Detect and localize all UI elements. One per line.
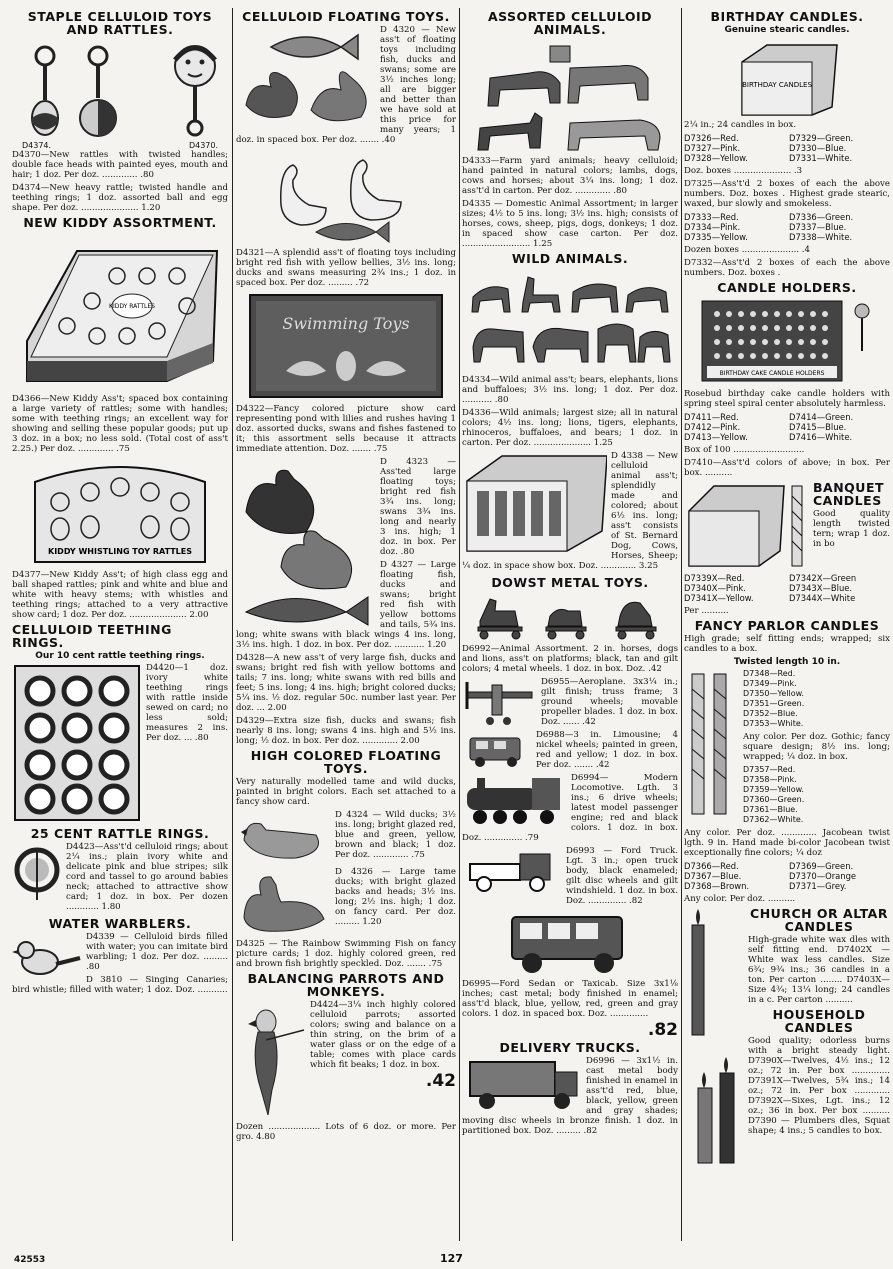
column-3 [462, 8, 678, 1245]
rattles-illustration [20, 38, 220, 138]
metal-animals-illustration [470, 591, 670, 641]
heading-rattle-rings: 25 CENT RATTLE RINGS. [30, 826, 210, 841]
heading-parlor-candles: FANCY PARLOR CANDLES [694, 618, 880, 633]
banquet-description: Good quality length twisted tern; wrap 1 doz. in bo [813, 509, 890, 549]
wild-duck-illustration [236, 810, 331, 865]
farm-animals-illustration [470, 38, 670, 153]
item-d6994: D6994— Modern Locomotive. Lgth. 3 ins.; 6 drive wheels; latest model passenger engine; red and black colors. 1 doz. in box. Doz. .............. .79 [462, 773, 678, 843]
price-d6995: .82 [647, 1020, 678, 1040]
heading-delivery-trucks: DELIVERY TRUCKS. [499, 1040, 641, 1055]
box-label: BIRTHDAY CANDLES [742, 81, 812, 89]
parlor-list-3: D7366—Red. D7369—Green. D7367—Blue. D7370—Orange D7368—Brown. D7371—Grey. [684, 861, 857, 891]
banquet-list: D7339X—Red. D7342X—Green D7340X—Pink. D7343X—Blue. D7341X—Yellow. D7344X—White [684, 573, 857, 603]
item-d4336: D4336—Wild animals; largest size; all in natural colors; 4½ ins. long; lions, tigers, elephants, rhinoceros, buffaloes, and bears; 1 doz. in carton. Per doz. ..................... 1.25 [462, 408, 678, 448]
item-d4327: D 4327 — Large floating fish, ducks and swans; bright red fish with yellow bottoms and tails, 5¾ ins. long; white swans with black wings 4 ins. long, 3½ ins. high. 1 doz. in box. Per doz. ........... 1.20 [236, 560, 456, 650]
parlor-anycolor: Any color. Per doz. Gothic; fancy square design; 8½ ins. long; wrapped; ¼ doz. in box. [743, 732, 890, 762]
parlor-jacobean: Any color. Per doz. ............. Jacobean twist lgth. 9 in. Hand made bi-color Jacobean twist exceptionally fine colors; ¼ doz [684, 828, 890, 858]
birthday-list-2: D7333—Red. D7336—Green. D7334—Pink. D7337—Blue. D7335—Yellow. D7338—White. [684, 212, 854, 242]
heading-floating-toys: CELLULOID FLOATING TOYS. [242, 9, 450, 24]
item-d4377: D4377—New Kiddy Ass't; of high class egg and ball shaped rattles; pink and white and blue and white with heavy stems; with whistles and teething rings; attached to a very attractive show card; 1 doz. Per doz. ..................... 2.00 [12, 570, 228, 620]
banquet-box-illustration [684, 481, 809, 571]
aeroplane-illustration [462, 677, 537, 727]
column-4 [684, 8, 890, 1245]
kiddy-box-illustration [17, 231, 223, 391]
swans-fish-illustration [271, 150, 421, 245]
column-divider [459, 8, 460, 1241]
caption-d4374: D4374. [22, 141, 52, 150]
price-d4424: .42 [425, 1071, 456, 1091]
parlor-candles-illustration [684, 669, 739, 819]
item-d4320: D 4320 — New ass't of floating toys including fish, ducks and swans; some are 3½ inches long; all are bigger and better than we have sold at this price for many years; 1 doz. in spaced box. Per doz. ....... .40 [236, 25, 456, 145]
item-d4338: D 4338 — New celluloid animal ass't; splendidly made and colored; about 6½ ins. long; ass't consists of St. Bernard Dog, Cows, Horses, Sheep; ¼ doz. in space show box. Doz. ............. 3.25 [462, 451, 678, 571]
catalog-code: 42553 [14, 1255, 46, 1265]
heading-kiddy-assortment: NEW KIDDY ASSORTMENT. [23, 215, 217, 230]
item-d7332: D7332—Ass't'd 2 boxes of each the above numbers. Doz. boxes . [684, 258, 890, 278]
heading-birthday-candles: BIRTHDAY CANDLES. [710, 9, 864, 24]
heading-high-colored: HIGH COLORED FLOATING TOYS. [250, 748, 442, 776]
whistle-rattles-card-illustration [30, 457, 210, 567]
item-d4329: D4329—Extra size fish, ducks and swans; fish nearly 8 ins. long; swans 4 ins. high and 5½ ins. long; ½ doz. in box. Per doz. ............. 2.00 [236, 716, 456, 746]
item-d4366: D4366—New Kiddy Ass't; spaced box containing a large variety of rattles; some with handles; some with teething rings; an excellent way for showing and selling these popular goods; put up 3 doz. in a box; no less sold. (Total cost of ass't 2.25.) Per doz. ............. .75 [12, 394, 228, 454]
item-d4374: D4374—New heavy rattle; twisted handle and teething rings; 1 doz. assorted ball and egg shape. Per doz. ..................... 1.20 [12, 183, 228, 213]
candle-box-illustration [732, 37, 842, 117]
heading-banquet-candles: BANQUET CANDLES [813, 480, 885, 508]
kiddy-box-label: KIDDY RATTLES [109, 303, 155, 310]
parlor-description: High grade; self fitting ends; wrapped; six candles to a box. [684, 634, 890, 654]
item-d6988: D6988—3 in. Limousine; 4 nickel wheels; painted in green, red and yellow; 1 doz. in box. Per doz. ....... .42 [536, 730, 678, 770]
caption-d4370: D4370. [188, 141, 218, 150]
column-1 [12, 8, 228, 1245]
ford-truck-illustration [462, 846, 562, 896]
item-d3810: D 3810 — Singing Canaries; bird whistle; filled with water; 1 doz. Doz. ........... [12, 975, 228, 995]
heading-household-candles: HOUSEHOLD CANDLES [772, 1007, 866, 1035]
high-colored-intro: Very naturally modelled tame and wild ducks, painted in bright colors. Each set attached to a fancy show card. [236, 777, 456, 807]
teething-card-illustration [12, 663, 142, 823]
page-number: 127 [440, 1252, 463, 1265]
holders-list: D7411—Red. D7414—Green. D7412—Pink. D7415—Blue. D7413—Yellow. D7416—White. [684, 412, 854, 442]
item-d4333: D4333—Farm yard animals; heavy celluloid; hand painted in natural colors; lambs, dogs, cows and horses; about 3¼ ins. long; 1 doz. ass't'd in carton. Per doz. ............. .80 [462, 156, 678, 196]
limousine-illustration [462, 730, 532, 770]
column-divider [681, 8, 682, 1241]
column-divider [232, 8, 233, 1241]
figure-captions [12, 141, 228, 150]
church-candles-illustration [684, 907, 744, 1167]
pond-card-label: Swimming Toys [282, 314, 410, 333]
item-d4339: D4339 — Celluloid birds filled with water; you can imitate bird warbling; 1 doz. Per doz. ......... .80 [86, 932, 228, 972]
floating-toys-illustration [236, 25, 376, 130]
item-d4324: D 4324 — Wild ducks; 3½ ins. long; bright glazed red, blue and green, yellow, brown and black; 1 doz. Per doz. ............. .75 [335, 810, 456, 860]
item-d7410: D7410—Ass't'd colors of above; in box. Per box. .......... [684, 458, 890, 478]
column-2 [236, 8, 456, 1245]
subheading-birthday: Genuine stearic candles. [724, 25, 850, 35]
delivery-truck-illustration [462, 1056, 582, 1111]
candle-holders-card-illustration [697, 296, 877, 386]
item-d4321: D4321—A splendid ass't of floating toys including bright red fish with yellow bellies, 3½ ins. long; ducks and swans measuring 2¾ ins.; 1 doz. in spaced box. Per doz. ......... .72 [236, 248, 456, 288]
parlor-anycolor-2: Any color. Per doz. .......... [684, 894, 796, 904]
item-d4370: D4370—New rattles with twisted handles; double face heads with painted eyes, mouth and hair; 1 doz. Per doz. ............. .80 [12, 150, 228, 180]
parlor-list-1: D7348—Red. D7349—Pink. D7350—Yellow. D7351—Green. D7352—Blue. D7353—White. [743, 669, 805, 728]
birthday-doz-1: Doz. boxes ..................... .3 [684, 166, 803, 176]
parrots-dozen-price: Dozen ................... Lots of 6 doz. or more. Per gro. 4.80 [236, 1122, 456, 1142]
large-floating-toys-illustration [236, 457, 376, 627]
item-d4335: D4335 — Domestic Animal Assortment; in larger sizes; 4½ to 5 ins. long; 3½ ins. high; consists of horses, cows, sheep, pigs, dogs, donkeys; 1 doz. in spaced show case carton. Per doz. ......................... 1.25 [462, 199, 678, 249]
church-description: High-grade white wax dles with self fitting end. D7402X — White wax less candles. Size 6¾; 9¾ ins.; 36 candles in a ton. Per carton ........ D7403X—Size 4¾; 13¼ long; 24 candles in a c. Per carton .......... [748, 935, 890, 1005]
item-d6996: D6996 — 3x1½ in. cast metal body finished in enamel in ass't'd red, blue, black, yellow, green and gray shades; moving disc wheels in bronze finish. 1 doz. in partitioned box. Doz. ......... .82 [462, 1056, 678, 1136]
heading-assorted-animals: ASSORTED CELLULOID ANIMALS. [487, 9, 653, 37]
item-d4424: D4424—3¼ inch highly colored celluloid parrots; assorted colors; swing and balance on a thin string, on the brim of a water glass or on the edge of a table; comes with place cards which fit beaks; 1 doz. in box. [310, 1000, 456, 1070]
item-d6992: D6992—Animal Assortment. 2 in. horses, dogs and lions, ass't on platforms; black, tan and gilt colors; 4 metal wheels. 1 doz. in box. Doz. .42 [462, 644, 678, 674]
heading-parrots: BALANCING PARROTS AND MONKEYS. [247, 971, 445, 999]
birthday-size: 2¼ in.; 24 candles in box. [684, 120, 797, 130]
item-d4325: D4325 — The Rainbow Swimming Fish on fancy picture cards; 1 doz. highly colored green, red and brown fish brightly speckled. Doz. ....... .75 [236, 939, 456, 969]
bird-whistle-illustration [12, 932, 82, 982]
item-d4322: D4322—Fancy colored picture show card representing pond with lilies and rushes having 1 doz. assorted ducks, swans and fishes fastened to it; this assortment sells because it attracts immediate attention. Doz. ....... .75 [236, 404, 456, 454]
locomotive-illustration [462, 773, 567, 828]
heading-water-warblers: WATER WARBLERS. [48, 916, 192, 931]
heading-staple-toys: STAPLE CELLULOID TOYS AND RATTLES. [27, 9, 213, 37]
subheading-teething: Our 10 cent rattle teething rings. [35, 651, 205, 661]
holder-card-label: BIRTHDAY CAKE CANDLE HOLDERS [719, 370, 825, 377]
item-d4334: D4334—Wild animal ass't; bears, elephants, lions and buffaloes; 3½ ins. long; 1 doz. Per doz. ........... .80 [462, 375, 678, 405]
holders-description: Rosebud birthday cake candle holders with spring steel spiral center absolutely harmless. [684, 389, 890, 409]
swimming-toys-card-illustration [246, 291, 446, 401]
ford-sedan-illustration [500, 911, 640, 976]
item-d4323: D 4323 — Ass'ted large floating toys; bright red fish 3¾ ins. long; swans 3¾ ins. long and nearly 3 ins. high; 1 doz. in box. Per doz. .80 [380, 457, 456, 557]
heading-dowst-metal: DOWST METAL TOYS. [491, 575, 649, 590]
birthday-list-1: D7326—Red. D7329—Green. D7327—Pink. D7330—Blue. D7328—Yellow. D7331—White. [684, 133, 854, 163]
animal-box-illustration [462, 451, 607, 556]
birthday-doz-2: Dozen boxes ..................... .4 [684, 245, 810, 255]
heading-wild-animals: WILD ANIMALS. [511, 251, 629, 266]
item-d4328: D4328—A new ass't of very large fish, ducks and swans; bright red fish with yellow bottoms and tails; 7 ins. long; white swans with red bills and feet; 5 ins. long; 4 ins. high; bright colored ducks; 5¼ ins. ½ doz. regular 50c. number last year. Per doz. ... 2.00 [236, 653, 456, 713]
heading-candle-holders: CANDLE HOLDERS. [717, 280, 857, 295]
item-d4423: D4423—Ass't'd celluloid rings; about 2¼ ins.; plain ivory white and delicate pink and blue stripes; silk cord and tassel to go around babies neck; attached to attractive show card; 1 doz. in box. Per dozen ............ 1.80 [66, 842, 228, 912]
parlor-list-2: D7357—Red. D7358—Pink. D7359—Yellow. D7360—Green. D7361—Blue. D7362—White. [743, 765, 805, 824]
item-d4326: D 4326 — Large tame ducks; with bright glazed backs and heads; 3½ ins. long; 2½ ins. high; 1 doz. on fancy card. Per doz. ......... 1.20 [335, 867, 456, 927]
item-d4420: D4420—1 doz. ivory white teething rings with rattle inside sewed on card; no less sold; measures 2 ins. Per doz. ... .80 [146, 663, 228, 743]
rattle-ring-illustration [12, 842, 62, 902]
item-d6955: D6955—Aeroplane. 3x3¼ in.; gilt finish; truss frame; 3 ground wheels; movable propeller blades. 1 doz. in box. Doz. ...... .42 [541, 677, 678, 727]
whistle-card-label: KIDDY WHISTLING TOY RATTLES [48, 547, 192, 556]
heading-church-candles: CHURCH OR ALTAR CANDLES [750, 906, 888, 934]
holders-box-price: Box of 100 .......................... [684, 445, 805, 455]
item-d6993: D6993 — Ford Truck. Lgt. 3 in.; open truck body, black enameled; gilt disc wheels and gilt windshield. 1 doz. in box. Doz. .............. .82 [566, 846, 678, 906]
banquet-price: Per .......... [684, 606, 729, 616]
item-d7325: D7325—Ass't'd 2 boxes of each the above numbers. Doz. boxes . Highest grade stearic, waxed, bur slowly and smokeless. [684, 179, 890, 209]
subheading-twisted: Twisted length 10 in. [733, 657, 841, 667]
item-d6995: D6995—Ford Sedan or Taxicab. Size 3x1⅛ inches; cast metal; body finished in enamel; ass't'd black, blue, yellow, red, green and gray colors. 1 doz. in spaced box. Doz. .............. [462, 979, 678, 1019]
heading-teething-rings: CELLULOID TEETHING RINGS. [12, 622, 172, 650]
wild-animals-illustration [468, 267, 673, 372]
parrot-illustration [236, 1000, 306, 1120]
tame-duck-illustration [236, 867, 331, 937]
household-description: Good quality; odorless burns with a bright steady light. D7390X—Twelves, 4½ ins.; 12 oz.; 72 in. Per box .............. D7391X—Twelves, 5¾ ins.; 14 oz.; 72 in. Per box ............. D7392X—Sixes, Lgt. ins.; 12 oz.; 36 in box. Per box .......... D7390 — Plumbers dles, Squat shape; 4 ins.; 5 candles to box. [748, 1036, 890, 1136]
